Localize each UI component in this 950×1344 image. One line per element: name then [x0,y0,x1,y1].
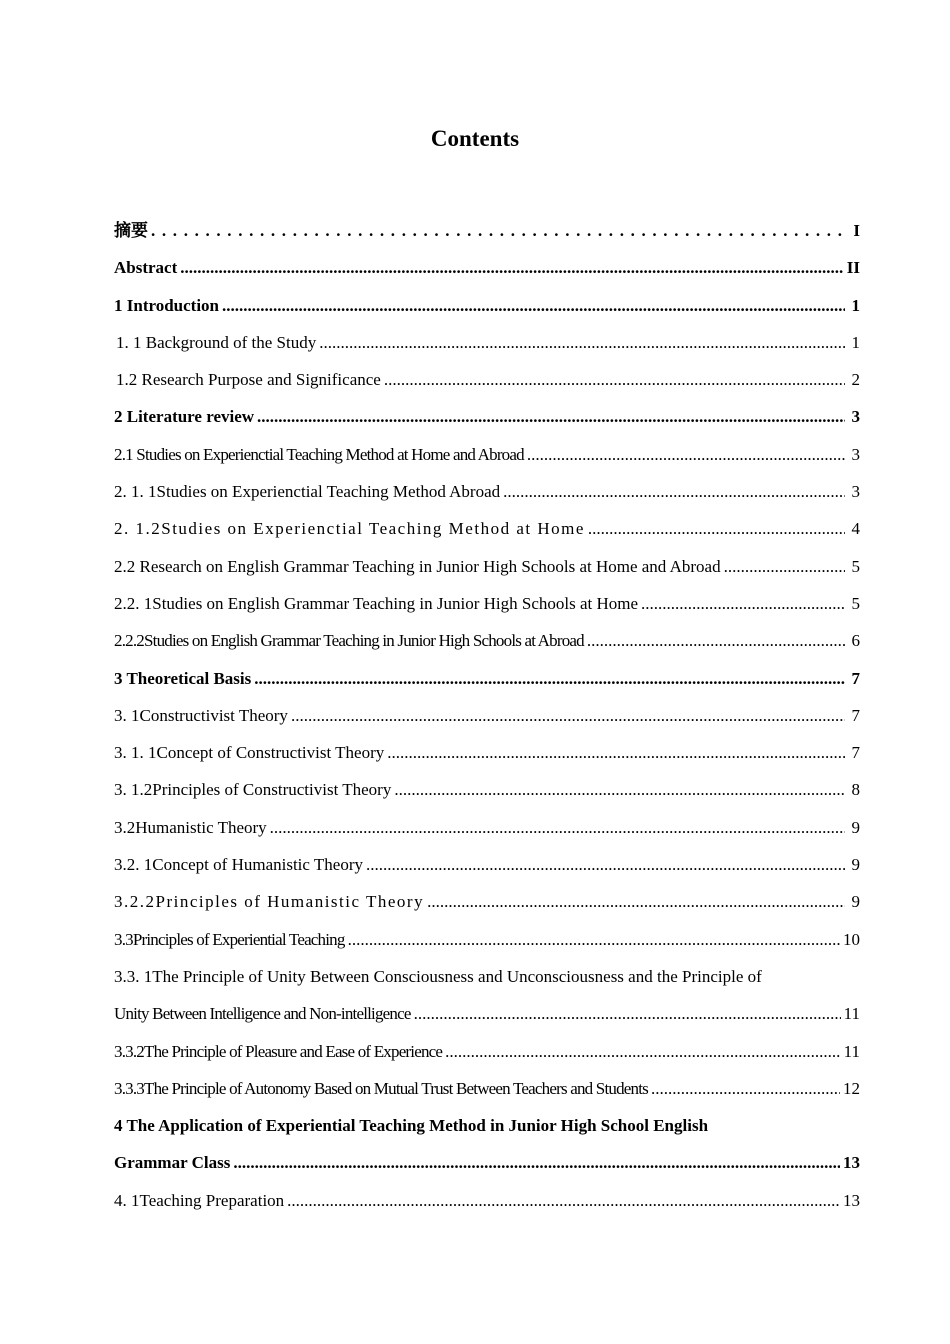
toc-page-number: 7 [851,743,860,763]
toc-entry-label: Unity Between Intelligence and Non-intelligence [114,1004,411,1024]
toc-leader-dots [588,510,845,547]
toc-page-number: 6 [851,631,860,651]
toc-entry[interactable] [114,249,860,286]
toc-page-number: 2 [851,370,860,390]
toc-leader-dots [233,1144,840,1181]
toc-entry[interactable] [114,287,860,324]
toc-leader-dots [319,324,845,361]
toc-entry-label: 3.3.2The Principle of Pleasure and Ease of Experience [114,1041,443,1061]
toc-entry[interactable] [114,995,860,1032]
toc-page-number: 9 [851,817,860,837]
toc-entry-label: 3.2Humanistic Theory [114,817,267,837]
toc-leader-dots [348,921,840,958]
toc-entry[interactable] [114,660,860,697]
toc-entry-label: 3.2.2Principles of Humanistic Theory [114,892,425,912]
toc-entry[interactable] [114,1070,860,1107]
toc-entry[interactable] [114,585,860,622]
toc-leader-dots [587,622,845,659]
toc-leader-dots [287,1182,840,1219]
toc-page-number: 13 [843,1153,860,1173]
toc-entry[interactable] [114,1144,860,1181]
toc-entry[interactable] [114,361,860,398]
toc-entry[interactable] [114,921,860,958]
toc-page-number: 3 [851,482,860,502]
toc-entry[interactable] [114,1033,860,1070]
toc-page-number: 13 [843,1190,860,1210]
toc-entry-label: 2. 1.2Studies on Experienctial Teaching Method at Home [114,519,585,539]
toc-leader-dots [151,212,845,249]
toc-page-number: II [846,258,860,278]
toc-page-number: 1 [851,332,860,352]
toc-entry-label: 1. 1 Background of the Study [116,332,317,352]
table-of-contents [114,212,860,1219]
toc-leader-dots [414,995,841,1032]
toc-leader-dots [641,585,845,622]
toc-entry[interactable] [114,548,860,585]
toc-leader-dots [291,697,845,734]
toc-leader-dots [180,249,844,286]
toc-entry-label: 2.2 Research on English Grammar Teaching in Junior High Schools at Home and Abroad [114,556,721,576]
toc-entry-label: 1.2 Research Purpose and Significance [116,370,381,390]
toc-entry-label: 2.2.2Studies on English Grammar Teaching in Junior High Schools at Abroad [114,631,584,651]
toc-leader-dots [384,361,845,398]
toc-entry-label: 3.3Principles of Experiential Teaching [114,929,345,949]
toc-leader-dots [445,1033,840,1070]
toc-page-number: 9 [851,892,860,912]
toc-entry[interactable] [114,771,860,808]
toc-leader-dots [651,1070,840,1107]
toc-entry[interactable] [114,734,860,771]
toc-page-number: 11 [843,1041,860,1061]
toc-entry-label: 2.2. 1Studies on English Grammar Teaching in Junior High Schools at Home [114,593,639,613]
toc-leader-dots [527,436,845,473]
toc-entry-label: 1 Introduction [114,295,220,315]
toc-leader-dots [427,883,845,920]
toc-entry-label: 3.3. 1The Principle of Unity Between Consciousness and Unconsciousness and the Principle of [114,966,762,986]
toc-page-number: 3 [851,407,860,427]
toc-page-number: 10 [843,929,860,949]
toc-entry-label: 2. 1. 1Studies on Experienctial Teaching Method Abroad [114,482,501,502]
toc-page-number: 9 [851,855,860,875]
toc-entry[interactable] [114,212,860,249]
toc-entry-label: 4 The Application of Experiential Teaching Method in Junior High School English [114,1116,709,1136]
toc-leader-dots [254,660,845,697]
toc-page-number: 4 [851,519,860,539]
toc-page-number: 3 [851,444,860,464]
toc-entry[interactable] [114,697,860,734]
toc-page-number: 7 [851,668,860,688]
toc-entry[interactable] [114,883,860,920]
toc-leader-dots [503,473,845,510]
toc-leader-dots [387,734,845,771]
toc-leader-dots [724,548,845,585]
toc-entry[interactable] [114,324,860,361]
toc-leader-dots [366,846,845,883]
toc-entry-label: 摘要 [114,221,148,240]
toc-page-number: 11 [843,1004,860,1024]
toc-entry-label: 4. 1Teaching Preparation [114,1190,285,1210]
toc-entry-label: 3. 1.2Principles of Constructivist Theory [114,780,392,800]
toc-page-number: I [853,221,860,240]
toc-page-number: 8 [851,780,860,800]
toc-entry[interactable] [114,398,860,435]
toc-entry[interactable] [114,809,860,846]
toc-entry[interactable] [114,436,860,473]
toc-page-number: 5 [851,593,860,613]
toc-page-number: 1 [851,295,860,315]
toc-page-number: 12 [843,1078,860,1098]
toc-entry[interactable] [114,622,860,659]
toc-entry-label: 3. 1Constructivist Theory [114,705,288,725]
toc-page-number: 5 [851,556,860,576]
toc-entry-label: 2.1 Studies on Experienctial Teaching Method at Home and Abroad [114,444,524,464]
toc-entry-label: Grammar Class [114,1153,231,1173]
toc-page-number: 7 [851,705,860,725]
toc-entry-label: 3.2. 1Concept of Humanistic Theory [114,855,363,875]
toc-entry[interactable] [114,958,860,995]
toc-entry-label: 3 Theoretical Basis [114,668,252,688]
toc-entry-label: 3.3.3The Principle of Autonomy Based on Mutual Trust Between Teachers and Students [114,1078,648,1098]
toc-leader-dots [270,809,845,846]
toc-entry-label: Abstract [114,258,178,278]
toc-entry[interactable] [114,1107,860,1144]
toc-entry[interactable] [114,1182,860,1219]
toc-leader-dots [394,771,845,808]
toc-entry-label: 2 Literature review [114,407,255,427]
toc-entry[interactable] [114,846,860,883]
toc-entry[interactable] [114,473,860,510]
toc-entry-label: 3. 1. 1Concept of Constructivist Theory [114,743,385,763]
toc-leader-dots [257,398,845,435]
page-title: Contents [430,126,520,151]
toc-entry[interactable] [114,510,860,547]
toc-leader-dots [222,287,845,324]
